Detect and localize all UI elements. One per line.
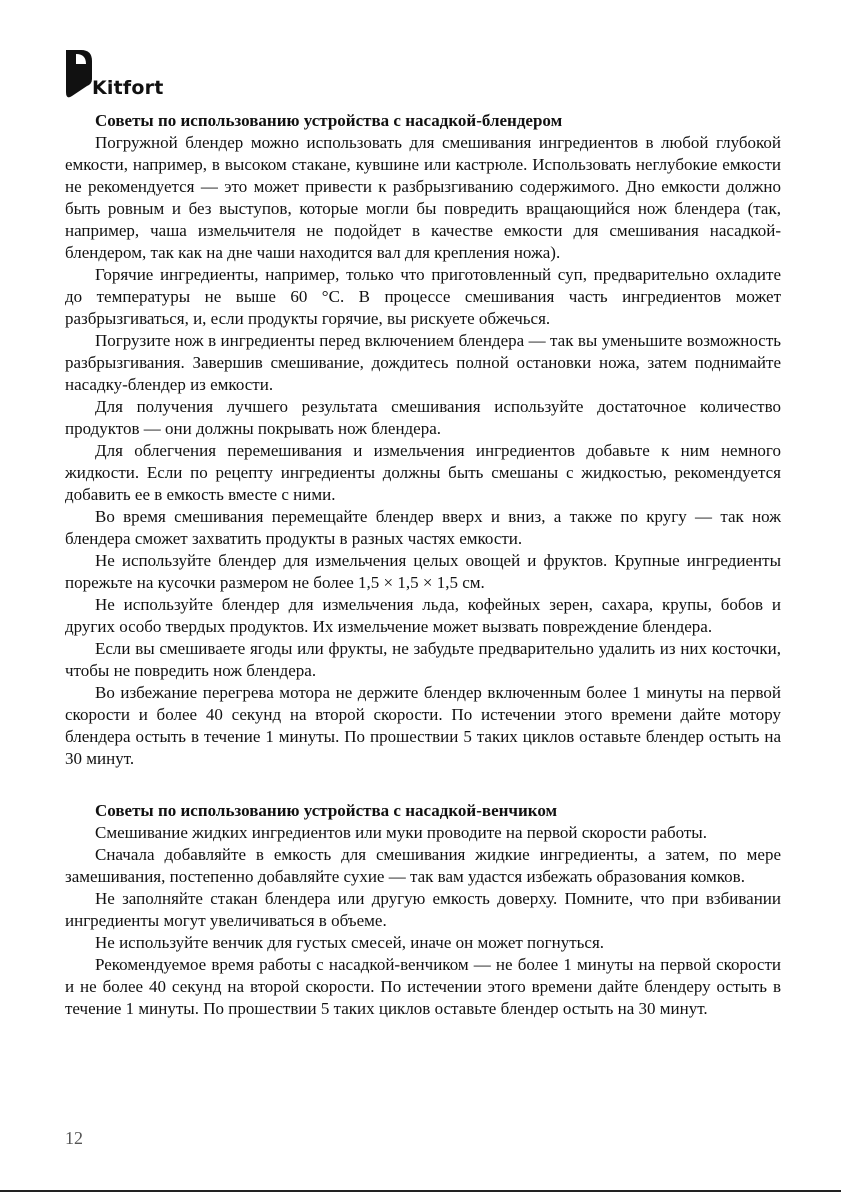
brand-name: Kitfort — [92, 77, 164, 99]
page-number: 12 — [65, 1128, 83, 1148]
paragraph: Не используйте блендер для измельчения целых овощей и фруктов. Крупные ингредиенты порежьте на кусочки размером не более 1,5 × 1,5 × 1,5 см. — [65, 551, 781, 592]
paragraph: Если вы смешиваете ягоды или фрукты, не забудьте предварительно удалить из них косточки, чтобы не повредить нож блендера. — [65, 639, 781, 680]
paragraph: Смешивание жидких ингредиентов или муки проводите на первой скорости работы. — [95, 823, 707, 842]
page-bottom-divider — [0, 1190, 841, 1192]
paragraph: Не заполняйте стакан блендера или другую емкость доверху. Помните, что при взбивании ингредиенты могут увеличиваться в объеме. — [65, 889, 781, 930]
paragraph: Погружной блендер можно использовать для смешивания ингредиентов в любой глубокой емкости, например, в высоком стакане, кувшине или кастрюле. Использовать неглубокие емкости не рекомендуется — это может привести к разбрызгиванию содержимого. Дно емкости должно быть ровным и без выступов, которые могли бы повредить вращающийся нож блендера (так, например, чаша измельчителя не подойдет в качестве емкости для смешивания насадкой-блендером, так как на дне чаши находится вал для крепления ножа). — [65, 133, 781, 262]
paragraph: Для получения лучшего результата смешивания используйте достаточное количество продуктов — они должны покрывать нож блендера. — [65, 397, 781, 438]
paragraph: Во избежание перегрева мотора не держите блендер включенным более 1 минуты на первой скорости и более 40 секунд на второй скорости. По истечении этого времени дайте мотору блендера остыть в течение 1 минуты. По прошествии 5 таких циклов оставьте блендер остыть на 30 минут. — [65, 683, 781, 768]
paragraph: Не используйте блендер для измельчения льда, кофейных зерен, сахара, крупы, бобов и других особо твердых продуктов. Их измельчение может вызвать повреждение блендера. — [65, 595, 781, 636]
page-content — [65, 110, 781, 1020]
paragraph: Во время смешивания перемещайте блендер вверх и вниз, а также по кругу — так нож блендера сможет захватить продукты в разных частях емкости. — [65, 507, 781, 548]
paragraph: Горячие ингредиенты, например, только что приготовленный суп, предварительно охладите до температуры не выше 60 °С. В процессе смешивания часть ингредиентов может разбрызгиваться, и, если продукты горячие, вы рискуете обжечься. — [65, 265, 781, 328]
paragraph: Погрузите нож в ингредиенты перед включением блендера — так вы уменьшите возможность разбрызгивания. Завершив смешивание, дождитесь полной остановки ножа, затем поднимайте насадку-блендер из емкости. — [65, 331, 781, 394]
paragraph: Рекомендуемое время работы с насадкой-венчиком — не более 1 минуты на первой скорости и не более 40 секунд на второй скорости. По истечении этого времени дайте блендеру остыть в течение 1 минуты. По прошествии 5 таких циклов оставьте блендер остыть на 30 минут. — [65, 955, 781, 1018]
paragraph: Для облегчения перемешивания и измельчения ингредиентов добавьте к ним немного жидкости. Если по рецепту ингредиенты должны быть смешаны с жидкостью, рекомендуется добавить ее в емкость вместе с ними. — [65, 441, 781, 504]
section-title-blender: Советы по использованию устройства с насадкой-блендером — [95, 111, 563, 130]
kitfort-logo-mark-icon — [66, 50, 92, 98]
section-spacer — [65, 770, 781, 800]
paragraph: Сначала добавляйте в емкость для смешивания жидкие ингредиенты, а затем, по мере замешивания, постепенно добавляйте сухие — так вам удастся избежать образования комков. — [65, 845, 781, 886]
paragraph: Не используйте венчик для густых смесей, иначе он может погнуться. — [95, 933, 605, 952]
section-title-whisk: Советы по использованию устройства с насадкой-венчиком — [95, 801, 558, 820]
